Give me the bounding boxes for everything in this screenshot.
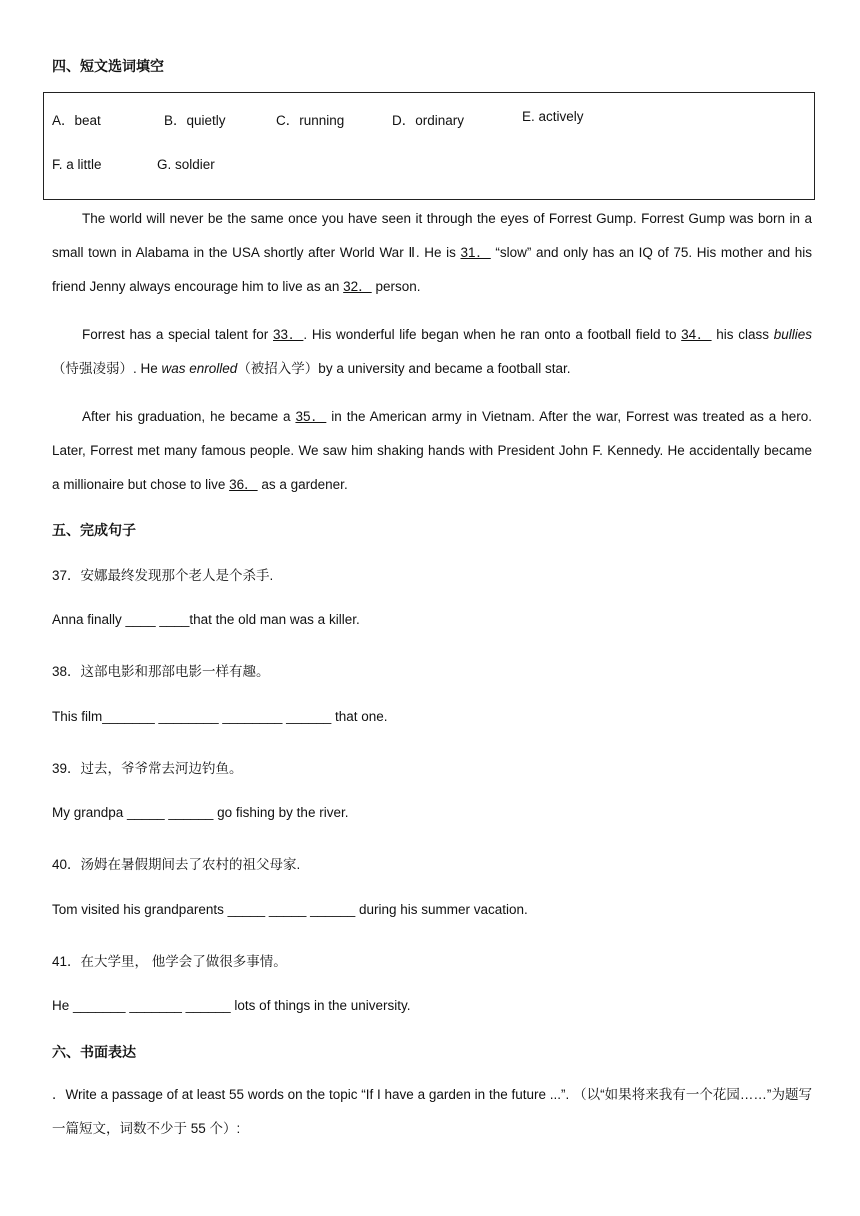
option-a: A．beat <box>52 113 101 128</box>
word-options-box <box>43 92 815 200</box>
question-37-english: Anna finally ____ ____that the old man was a killer. <box>52 612 360 627</box>
question-39-chinese: 39．过去，爷爷常去河边钓鱼。 <box>52 761 243 776</box>
p2-text-3: his class <box>711 327 774 342</box>
blank-34: 34． <box>681 327 712 342</box>
passage-paragraph-2 <box>52 318 812 386</box>
option-c: C．running <box>276 113 345 128</box>
question-39-english: My grandpa _____ ______ go fishing by the river. <box>52 805 349 820</box>
option-d: D．ordinary <box>392 113 465 128</box>
blank-36: 36． <box>229 477 258 492</box>
question-38-english: This film_______ ________ ________ ______ that one. <box>52 709 388 724</box>
question-38-chinese: 38．这部电影和那部电影一样有趣。 <box>52 664 270 679</box>
question-40-english: Tom visited his grandparents _____ _____ ______ during his summer vacation. <box>52 902 528 917</box>
p2-italic-enrolled: was enrolled <box>161 361 238 376</box>
p3-text-1: After his graduation, he became a <box>82 409 296 424</box>
question-40-chinese: 40．汤姆在暑假期间去了农村的祖父母家. <box>52 857 301 872</box>
passage-paragraph-1 <box>52 202 812 304</box>
p2-text-1: Forrest has a special talent for <box>82 327 273 342</box>
blank-33: 33． <box>273 327 304 342</box>
blank-31: 31． <box>460 245 491 260</box>
option-g: G. soldier <box>157 157 215 172</box>
question-41-english: He _______ _______ ______ lots of things in the university. <box>52 998 411 1013</box>
section-4-heading: 四、短文选词填空 <box>52 58 164 74</box>
option-e: E. actively <box>522 109 584 124</box>
section-5-heading: 五、完成句子 <box>52 522 136 538</box>
writing-prompt: ．Write a passage of at least 55 words on the topic “If I have a garden in the future ...”. （以“如果将来我有一个花园……”为题写一篇短文，词数不少于 55 个）: <box>52 1087 812 1136</box>
p2-text-4: （恃强凌弱）. He <box>52 361 162 376</box>
question-37-chinese: 37．安娜最终发现那个老人是个杀手. <box>52 568 274 583</box>
p1-text-2: “slow” and only has an IQ of 75. His mother and his friend Jenny always encourage him to live as an <box>52 245 812 294</box>
p1-text-3: person. <box>371 279 421 294</box>
blank-35: 35． <box>295 409 327 424</box>
p2-text-2: . His wonderful life began when he ran onto a football field to <box>303 327 682 342</box>
option-f: F. a little <box>52 157 102 172</box>
passage-paragraph-3 <box>52 400 812 502</box>
blank-32: 32． <box>343 279 372 294</box>
section-6-heading: 六、书面表达 <box>52 1044 136 1060</box>
p1-text-1: The world will never be the same once you have seen it through the eyes of Forrest Gump. Forrest Gump was born in a small town in Alabama in the USA shortly after World War Ⅱ. He is <box>52 211 812 260</box>
question-41-chinese: 41．在大学里， 他学会了做很多事情。 <box>52 954 287 969</box>
option-b: B．quietly <box>164 113 226 128</box>
p3-text-3: as a gardener. <box>257 477 348 492</box>
p2-text-5: （被招入学）by a university and became a football star. <box>237 361 571 376</box>
p2-italic-bullies: bullies <box>773 327 812 342</box>
p3-text-2: in the American army in Vietnam. After the war, Forrest was treated as a hero. Later, Forrest met many famous people. We saw him shaking hands with President John F. Kennedy. He accidentally became a millionaire but chose to live <box>52 409 812 492</box>
